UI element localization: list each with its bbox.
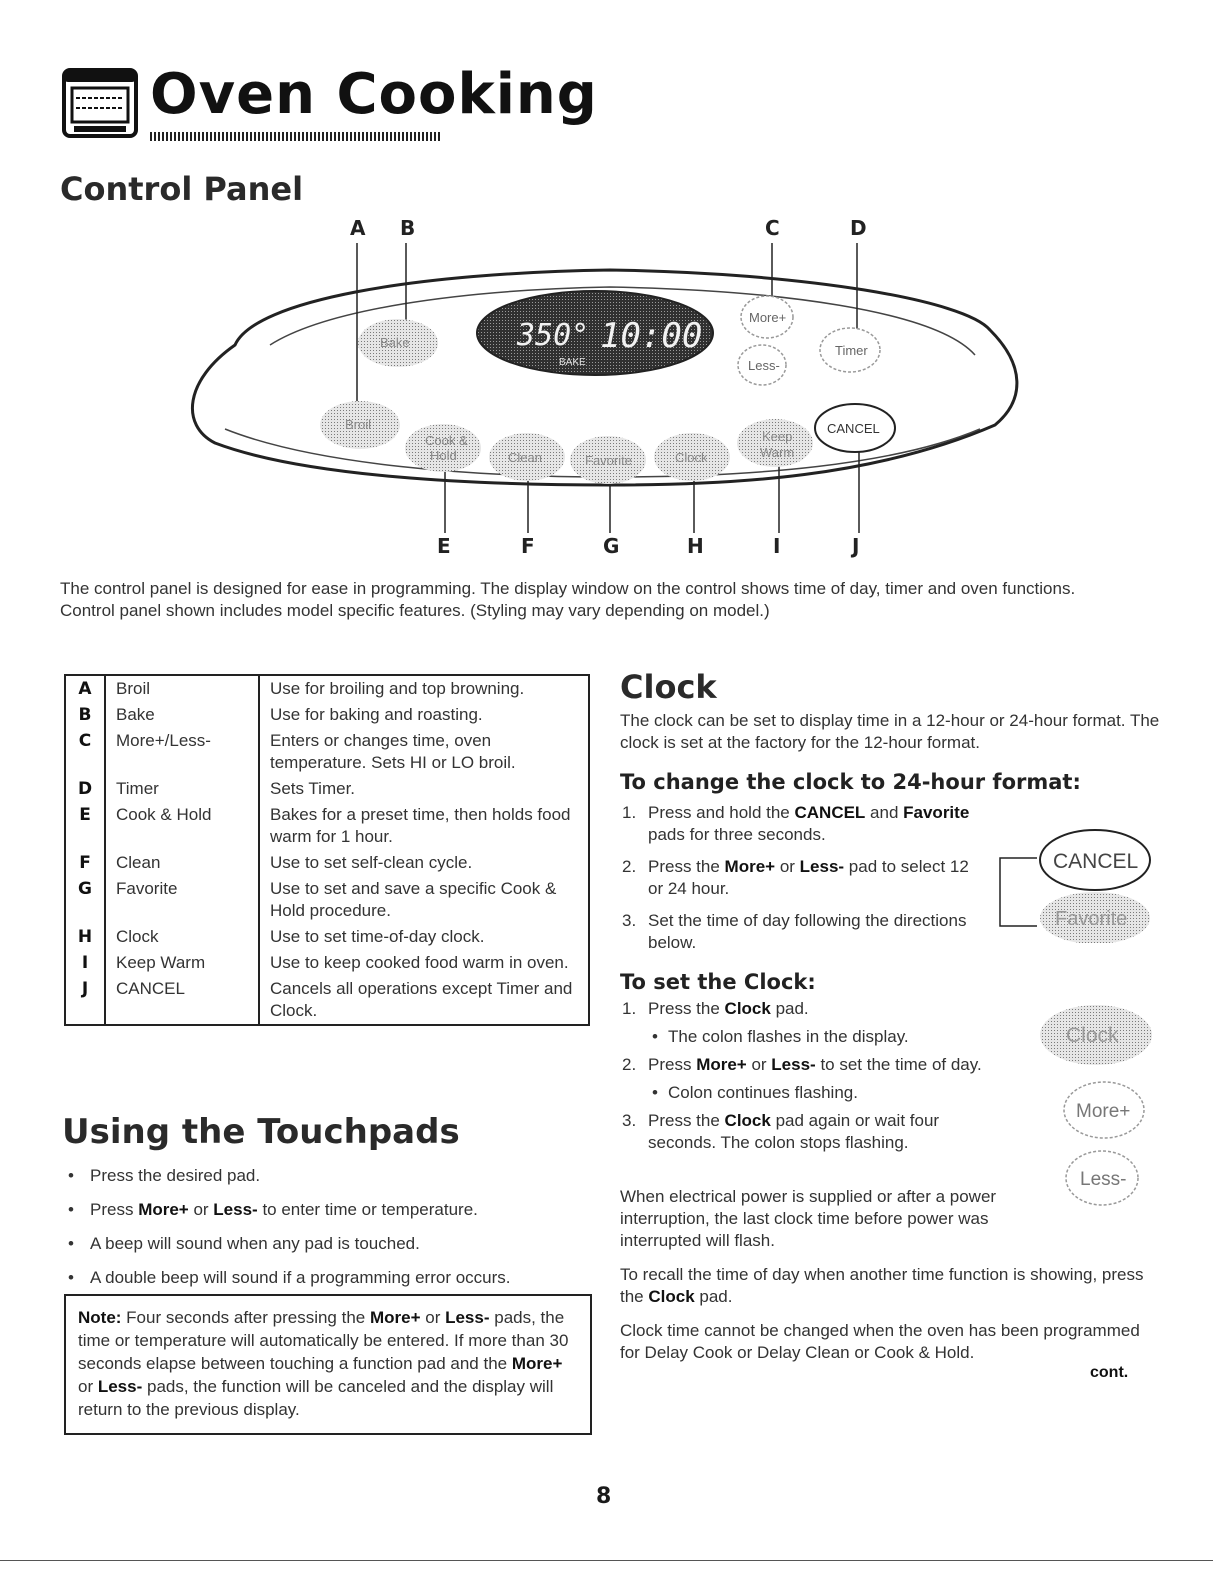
svg-text:Cook &: Cook &	[425, 433, 468, 448]
callout-d: D	[850, 216, 867, 240]
title-rule	[150, 132, 440, 141]
page-number: 8	[596, 1484, 612, 1509]
callout-e: E	[437, 534, 451, 558]
legend-name: Timer	[105, 776, 259, 802]
display-time: 10:00	[600, 316, 703, 356]
legend-key: A	[65, 675, 105, 702]
favorite-pad[interactable]	[570, 436, 646, 484]
legend-key: F	[65, 850, 105, 876]
legend-desc: Use for baking and roasting.	[270, 705, 483, 724]
legend-name: More+/Less-	[105, 728, 259, 776]
cook-hold-pad[interactable]	[405, 424, 481, 472]
list-item: • Press More+ or Less- to enter time or temperature.	[62, 1199, 592, 1221]
broil-pad[interactable]	[320, 401, 400, 449]
legend-name: Bake	[105, 702, 259, 728]
legend-key: H	[65, 924, 105, 950]
legend-desc: Cancels all operations except Timer and Clock.	[270, 979, 573, 1020]
svg-text:More+: More+	[749, 310, 787, 325]
svg-text:Less-: Less-	[748, 358, 780, 373]
legend-desc: Sets Timer.	[270, 779, 356, 798]
clock-more-less-illustration	[1030, 985, 1160, 1215]
svg-text:Keep: Keep	[762, 429, 793, 444]
more-pad-illustration	[1064, 1082, 1144, 1138]
legend-desc: Use for broiling and top browning.	[270, 679, 525, 698]
table-row	[65, 728, 589, 776]
set-clock-steps	[620, 998, 1040, 1160]
display-mode: BAKE	[559, 357, 586, 368]
control-panel-heading: Control Panel	[60, 170, 304, 208]
legend-key: B	[65, 702, 105, 728]
recall-paragraph: To recall the time of day when another time function is showing, press the Clock pad.	[620, 1265, 1144, 1306]
svg-text:Clean: Clean	[508, 450, 542, 465]
callout-h: H	[687, 534, 704, 558]
display-window	[477, 291, 713, 375]
legend-key: C	[65, 728, 105, 776]
legend-desc: Bakes for a preset time, then holds food warm for 1 hour.	[270, 805, 571, 846]
legend-name: Clean	[105, 850, 259, 876]
legend-key: J	[65, 976, 105, 1025]
list-item: 1. Press the Clock pad. • The colon flashes in the display.	[620, 998, 1040, 1048]
legend-key: I	[65, 950, 105, 976]
oven-icon	[60, 64, 140, 144]
note-box: Note: Four seconds after pressing the More+ or Less- pads, the time or temperature will automatically be entered. If more than 30 seconds elapse between touching a function pad and the More+ or Less- pads, the function will be canceled and the display will return to the previous display.	[64, 1294, 592, 1435]
callout-i: I	[773, 534, 781, 558]
cancel-favorite-illustration	[995, 828, 1160, 943]
legend-key: D	[65, 776, 105, 802]
svg-text:Less-: Less-	[1080, 1169, 1127, 1190]
legend-desc: Use to set self-clean cycle.	[270, 853, 473, 872]
touchpads-list	[62, 1165, 592, 1301]
clock-pad[interactable]	[654, 433, 730, 481]
clock-pad-illustration	[1040, 1005, 1152, 1065]
svg-text:CANCEL: CANCEL	[1053, 850, 1139, 873]
list-item: • A beep will sound when any pad is touched.	[62, 1233, 592, 1255]
touchpads-heading: Using the Touchpads	[62, 1112, 460, 1152]
legend-name: CANCEL	[105, 976, 259, 1025]
less-pad[interactable]	[738, 345, 786, 385]
favorite-pad-illustration	[1040, 892, 1150, 943]
legend-key: G	[65, 876, 105, 924]
display-temp: 350°	[517, 318, 590, 353]
less-pad-illustration	[1066, 1151, 1138, 1205]
svg-text:Favorite: Favorite	[1055, 908, 1128, 930]
legend-desc: Use to set and save a specific Cook & Hold procedure.	[270, 879, 557, 920]
svg-text:Warm: Warm	[760, 445, 795, 460]
continued-label: cont.	[1090, 1364, 1129, 1381]
table-row	[65, 950, 589, 976]
clock-heading: Clock	[620, 668, 717, 706]
cancel-pad-illustration	[1040, 830, 1150, 890]
legend-key: E	[65, 802, 105, 850]
control-panel-description: The control panel is designed for ease in programming. The display window on the control shows time of day, timer and oven functions. Control panel shown includes model specific features. (Styling may vary depending on model.)	[60, 579, 1076, 620]
table-row	[65, 702, 589, 728]
svg-text:Timer: Timer	[835, 343, 868, 358]
legend-name: Favorite	[105, 876, 259, 924]
list-item: 3. Set the time of day following the directions below.	[622, 911, 967, 952]
list-item: • A double beep will sound if a programming error occurs.	[62, 1267, 592, 1289]
svg-text:Bake: Bake	[380, 335, 410, 350]
legend-desc: Use to keep cooked food warm in oven.	[270, 953, 569, 972]
bake-pad[interactable]	[358, 319, 438, 367]
list-item: 3. Press the Clock pad again or wait four seconds. The colon stops flashing.	[622, 1111, 940, 1152]
legend-desc: Enters or changes time, oven temperature. Sets HI or LO broil.	[270, 731, 516, 772]
svg-text:More+: More+	[1076, 1101, 1131, 1122]
list-item: • Press the desired pad.	[62, 1165, 592, 1187]
legend-name: Cook & Hold	[105, 802, 259, 850]
cancel-pad[interactable]	[815, 404, 895, 452]
page-title: Oven Cooking	[150, 62, 598, 127]
svg-text:Hold: Hold	[430, 448, 457, 463]
svg-text:Favorite: Favorite	[585, 453, 632, 468]
table-row	[65, 924, 589, 950]
table-row	[65, 976, 589, 1025]
table-row	[65, 850, 589, 876]
table-row	[65, 876, 589, 924]
table-row	[65, 675, 589, 702]
clean-pad[interactable]	[489, 433, 565, 481]
svg-text:Broil: Broil	[345, 417, 372, 432]
clock-intro: The clock can be set to display time in a 12-hour or 24-hour format. The clock is set at the factory for the 12-hour format.	[620, 711, 1160, 752]
change-format-steps	[620, 802, 980, 964]
cannot-change-paragraph: Clock time cannot be changed when the oven has been programmed for Delay Cook or Delay Clean or Cook & Hold.	[620, 1321, 1140, 1362]
power-paragraph: When electrical power is supplied or after a power interruption, the last clock time before power was interrupted will flash.	[620, 1187, 997, 1250]
svg-text:Clock: Clock	[1066, 1024, 1119, 1047]
callout-f: F	[521, 534, 535, 558]
legend-name: Clock	[105, 924, 259, 950]
change-format-heading: To change the clock to 24-hour format:	[620, 770, 1081, 794]
legend-name: Broil	[105, 675, 259, 702]
more-pad[interactable]	[741, 296, 793, 338]
callout-b: B	[400, 216, 416, 240]
set-clock-heading: To set the Clock:	[620, 970, 816, 994]
table-row	[65, 802, 589, 850]
control-panel-diagram	[175, 215, 1045, 560]
legend-desc: Use to set time-of-day clock.	[270, 927, 485, 946]
list-item: 2. Press the More+ or Less- pad to select 12 or 24 hour.	[622, 857, 969, 898]
callout-c: C	[765, 216, 780, 240]
pad-legend-table	[64, 674, 590, 1026]
legend-name: Keep Warm	[105, 950, 259, 976]
list-item: 1. Press and hold the CANCEL and Favorite pads for three seconds.	[622, 803, 970, 844]
callout-j: J	[852, 534, 860, 558]
keep-warm-pad[interactable]	[737, 419, 813, 467]
svg-text:Clock: Clock	[675, 450, 708, 465]
bottom-rule	[0, 1560, 1213, 1561]
callout-a: A	[350, 216, 366, 240]
list-item: 2. Press More+ or Less- to set the time of day. • Colon continues flashing.	[620, 1054, 1040, 1104]
timer-pad[interactable]	[820, 328, 880, 372]
table-row	[65, 776, 589, 802]
svg-text:CANCEL: CANCEL	[827, 421, 880, 436]
callout-g: G	[603, 534, 620, 558]
